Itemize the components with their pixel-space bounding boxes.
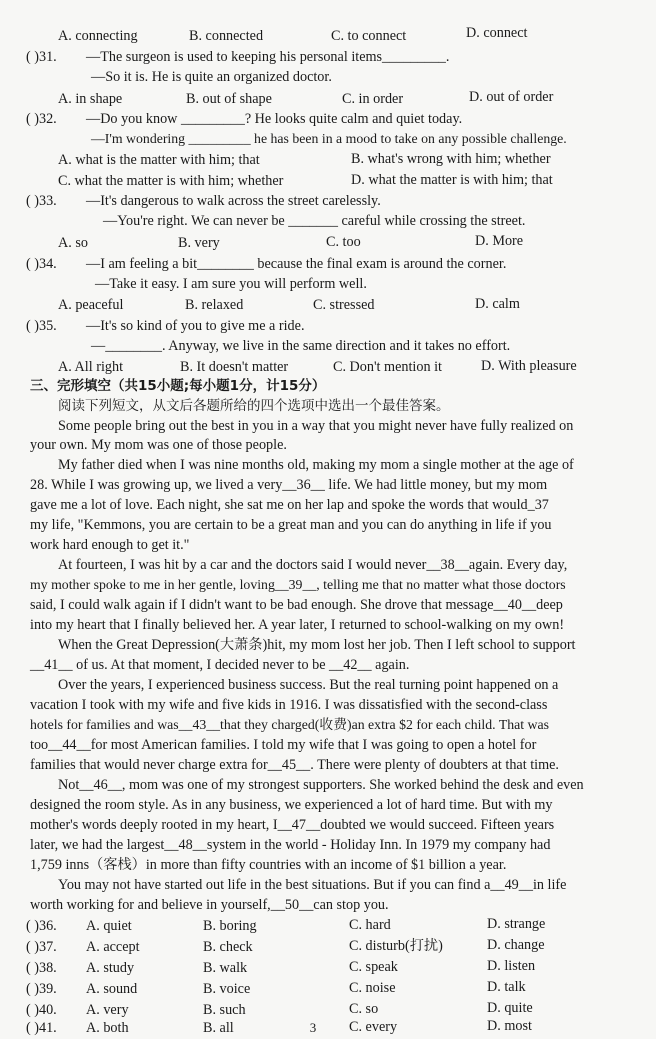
passage-line: my life, "Kemmons, you are certain to be a great man and you can do anything in life if you (30, 517, 552, 533)
q34-option-c: C. stressed (313, 297, 375, 313)
q35-number: ( )35. (26, 318, 57, 334)
q35-option-b: B. It doesn't matter (180, 359, 289, 375)
passage-line: your own. My mom was one of those people. (30, 437, 287, 453)
passage-line: Not__46__, mom was one of my strongest supporters. She worked behind the desk and even (58, 777, 584, 793)
cloze-option-a: A. accept (86, 939, 140, 955)
passage-line: Over the years, I experienced business success. But the real turning point happened on a (58, 677, 559, 693)
cloze-option-b: B. voice (203, 981, 251, 997)
cloze-option-c: C. every (349, 1019, 398, 1035)
passage-line: designed the room style. As in any business, we experienced a lot of hard time. But with my (30, 797, 553, 813)
q31-number: ( )31. (26, 49, 57, 65)
cloze-option-a: A. quiet (86, 918, 132, 934)
q32-option-c: C. what the matter is with him; whether (58, 173, 284, 189)
cloze-option-d: D. quite (487, 1000, 533, 1016)
cloze-option-c: C. noise (349, 980, 396, 996)
q33-option-d: D. More (475, 233, 524, 249)
cloze-option-d: D. strange (487, 916, 546, 932)
passage-line: Some people bring out the best in you in a way that you might never have fully realized on (58, 418, 574, 434)
cloze-option-d: D. change (487, 937, 545, 953)
q35-line1: —It's so kind of you to give me a ride. (86, 318, 305, 334)
cloze-option-d: D. listen (487, 958, 536, 974)
q32-line2: —I'm wondering _________ he has been in a mood to take on any possible challenge. (91, 131, 567, 146)
cloze-option-d: D. talk (487, 979, 526, 995)
q35-option-d: D. With pleasure (481, 358, 577, 374)
cloze-option-a: A. both (86, 1020, 129, 1036)
cloze-option-c: C. hard (349, 917, 391, 933)
cloze-number: ( )37. (26, 939, 57, 955)
q32-option-a: A. what is the matter with him; that (58, 152, 260, 168)
passage-line: 1,759 inns（客栈）in more than fifty countries with an income of $1 billion a year. (30, 857, 507, 873)
passage-line: later, we had the largest__48__system in the world - Holiday Inn. In 1979 my company had (30, 837, 551, 853)
q34-option-b: B. relaxed (185, 297, 244, 313)
q31-line2: —So it is. He is quite an organized doctor. (91, 69, 332, 85)
cloze-option-c: C. speak (349, 959, 398, 975)
q30-option-a: A. connecting (58, 28, 138, 44)
cloze-option-b: B. such (203, 1002, 246, 1018)
section-instruction: 阅读下列短文，从文后各题所给的四个选项中选出一个最佳答案。 (58, 398, 450, 414)
passage-line: vacation I took with my wife and five kids in 1916. I was dissatisfied with the second-class (30, 697, 548, 713)
passage-line: hotels for families and was__43__that they charged(收费)an extra $2 for each child. That was (30, 717, 550, 732)
q34-option-d: D. calm (475, 296, 520, 312)
cloze-number: ( )38. (26, 960, 57, 976)
q33-option-a: A. so (58, 235, 88, 251)
section-heading: 三、完形填空（共15小题;每小题1分，计15分） (30, 378, 326, 394)
cloze-option-b: B. walk (203, 960, 248, 976)
q31-option-d: D. out of order (469, 89, 554, 105)
q32-option-b: B. what's wrong with him; whether (351, 151, 551, 167)
q34-option-a: A. peaceful (58, 297, 124, 313)
q30-option-c: C. to connect (331, 28, 407, 44)
passage-line: worth working for and believe in yourself,__50__can stop you. (30, 897, 389, 913)
passage-line: my mother spoke to me in her gentle, loving__39__, telling me that no matter what those doctors (30, 577, 566, 592)
cloze-option-d: D. most (487, 1018, 532, 1034)
cloze-option-b: B. check (203, 939, 253, 955)
passage-line: gave me a lot of love. Each night, she sat me on her lap and spoke the words that would_37 (30, 497, 549, 513)
passage-line: too__44__for most American families. I told my wife that I was going to open a hotel for (30, 737, 537, 753)
q35-option-a: A. All right (58, 359, 124, 375)
passage-line: When the Great Depression(大萧条)hit, my mom lost her job. Then I left school to support (58, 637, 576, 653)
q32-option-d: D. what the matter is with him; that (351, 172, 553, 188)
cloze-option-a: A. very (86, 1002, 129, 1018)
q33-option-b: B. very (178, 235, 220, 251)
q33-option-c: C. too (326, 234, 361, 250)
cloze-number: ( )41. (26, 1020, 57, 1036)
page-number: 3 (309, 1020, 317, 1035)
q33-line2: —You're right. We can never be _______ careful while crossing the street. (103, 213, 526, 229)
cloze-option-a: A. study (86, 960, 135, 976)
q31-option-b: B. out of shape (186, 91, 272, 107)
q33-number: ( )33. (26, 193, 57, 209)
passage-line: families that would never charge extra for__45__. There were plenty of doubters at that time. (30, 757, 559, 773)
q35-option-c: C. Don't mention it (333, 359, 442, 375)
cloze-number: ( )40. (26, 1002, 57, 1018)
q34-line1: —I am feeling a bit________ because the final exam is around the corner. (86, 256, 507, 272)
cloze-number: ( )39. (26, 981, 57, 997)
q34-number: ( )34. (26, 256, 57, 272)
passage-line: At fourteen, I was hit by a car and the doctors said I would never__38__again. Every day, (58, 557, 568, 573)
passage-line: My father died when I was nine months old, making my mom a single mother at the age of (58, 457, 574, 473)
q31-option-c: C. in order (342, 91, 404, 107)
passage-line: mother's words deeply rooted in my heart, I__47__doubted we would succeed. Fifteen years (30, 817, 555, 833)
q31-line1: —The surgeon is used to keeping his personal items_________. (86, 49, 450, 65)
q34-line2: —Take it easy. I am sure you will perform well. (95, 276, 367, 292)
passage-line: into my heart that I finally believed her. A year later, I returned to school-walking on my own! (30, 617, 565, 633)
cloze-option-c: C. disturb(打扰) (349, 938, 443, 954)
cloze-number: ( )36. (26, 918, 57, 934)
cloze-option-b: B. boring (203, 918, 257, 934)
passage-line: work hard enough to get it." (30, 537, 190, 553)
q31-option-a: A. in shape (58, 91, 123, 107)
cloze-option-c: C. so (349, 1001, 379, 1017)
passage-line: __41__ of us. At that moment, I decided never to be __42__ again. (30, 657, 410, 673)
cloze-option-a: A. sound (86, 981, 138, 997)
passage-line: 28. While I was growing up, we lived a very__36__ life. We had little money, but my mom (30, 477, 548, 493)
cloze-option-b: B. all (203, 1020, 234, 1036)
q33-line1: —It's dangerous to walk across the street carelessly. (86, 193, 381, 209)
passage-line: said, I could walk again if I didn't want to be bad enough. She drove that message__40__deep (30, 597, 563, 613)
q30-option-d: D. connect (466, 25, 528, 41)
passage-line: You may not have started out life in the best situations. But if you can find a__49__in life (58, 877, 567, 893)
q30-option-b: B. connected (189, 28, 264, 44)
q32-line1: —Do you know _________? He looks quite calm and quiet today. (86, 111, 463, 127)
q32-number: ( )32. (26, 111, 57, 127)
q35-line2: —________. Anyway, we live in the same direction and it takes no effort. (91, 338, 511, 354)
